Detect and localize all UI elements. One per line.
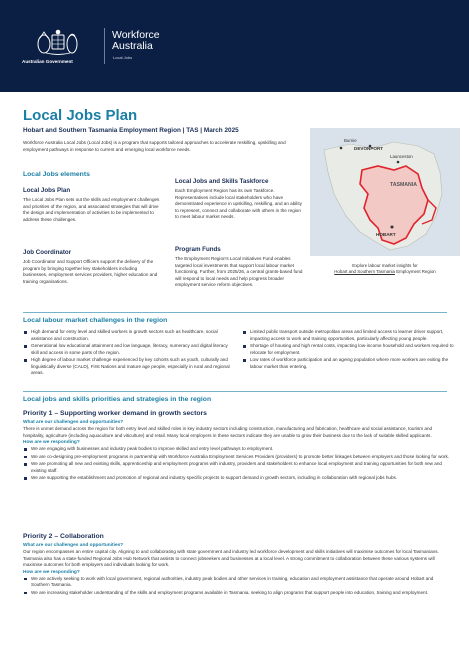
map-label-tasmania: TASMANIA bbox=[390, 182, 417, 188]
plan-block bbox=[23, 187, 161, 223]
priority-1 bbox=[23, 410, 453, 483]
divider-priorities bbox=[23, 391, 447, 392]
coordinator-text: Job Coordinator and Support Officers support the delivery of the program by bringing together key stakeholders including businesses, employment services providers, higher education and training organisations. bbox=[23, 259, 158, 284]
list-item: We are engaging with businesses and industry peak bodies to improve skilled and entry level pathways to employment. bbox=[23, 446, 453, 453]
map-label-burnie: Burnie bbox=[344, 138, 357, 143]
list-item: Low rates of workforce participation and an ageing population where more workers are exiting the labour market than entering. bbox=[242, 357, 454, 370]
map-label-devonport: DEVONPORT bbox=[354, 146, 384, 151]
priority-2-title: Priority 2 – Collaboration bbox=[23, 533, 104, 540]
elements-heading: Local Jobs elements bbox=[23, 171, 90, 178]
plan-title: Local Jobs Plan bbox=[23, 187, 71, 194]
funds-title: Program Funds bbox=[175, 246, 221, 253]
brand-line2: Australia bbox=[112, 40, 153, 52]
priority-2-q2: How are we responding? bbox=[23, 569, 80, 575]
list-item: We are increasing stakeholder understanding of the skills and employment programs available in Tasmania, seeking to align programs that support people into education, training and employment. bbox=[23, 590, 453, 597]
funds-text: The Employment Region's Local Initiatives Fund enables targeted local investments that support local labour market functioning. Further, from 2025/26, a central grants-based fund will respond to local needs and help progress broader employment service reform objectives. bbox=[175, 256, 303, 287]
list-item: We are co-designing pre-employment programs in partnership with Workforce Australia Employment Services Providers (providers) to promote better linkages between employers and those looking for work. bbox=[23, 454, 453, 461]
coordinator-title: Job Coordinator bbox=[23, 249, 72, 256]
header-banner bbox=[0, 0, 469, 92]
tasmania-map-svg bbox=[310, 128, 460, 256]
map-label-hobart: HOBART bbox=[376, 232, 396, 237]
brand-divider bbox=[104, 28, 105, 64]
brand-line1: Workforce bbox=[112, 29, 160, 41]
priority-1-list bbox=[23, 446, 453, 482]
priority-2-q1: What are our challenges and opportunities? bbox=[23, 543, 124, 548]
divider-challenges bbox=[23, 312, 447, 313]
challenges-left-list bbox=[23, 329, 235, 378]
gov-name: Australian Government bbox=[22, 59, 73, 64]
priority-1-text: There is unmet demand across the region for both entry level and skilled roles in key industry sectors including construction, manufacturing and fabrication, healthcare and social assistance, tourism and hospitality, agriculture (including aquaculture and viticulture) and retail. Many local employers in these sectors indicate they are unable to grow their business due to the lack of suitable skilled applicants. bbox=[23, 426, 433, 438]
priority-2-text: Our region encompasses an entire capital city. Aligning to and collaborating with state government and industry led workforce development and skills initiatives will maximise outcomes for local Tasmanians. Tasmania also has a state-funded Regional Jobs Hub Network that assists to connect jobseekers and businesses at a local level. A strong commitment to collaboration between these various systems will maximise outcomes for both employers and individuals looking for work. bbox=[23, 549, 439, 567]
page-title: Local Jobs Plan bbox=[23, 107, 138, 124]
priority-2-list bbox=[23, 576, 453, 597]
brand-sub: Local Jobs bbox=[113, 55, 133, 60]
list-item: Generational low educational attainment and low language, literacy, numeracy and digital literacy skill and access in some parts of the region. bbox=[23, 343, 235, 356]
map-label-launceston: Launceston bbox=[390, 154, 413, 159]
map-caption bbox=[312, 263, 458, 275]
list-item: We are promoting all new and existing skills, apprenticeship and employment programs with industry, providers and stakeholders to enhance local employment and training opportunities for both new and existing staff. bbox=[23, 461, 453, 474]
list-item: We are supporting the establishment and promotion of regional and industry specific projects to support demand in growth sectors, including in collaboration with regional jobs hubs. bbox=[23, 475, 453, 482]
map-caption-tail: Employment Region bbox=[394, 269, 436, 275]
plan-text: The Local Jobs Plan sets out the skills and employment challenges and priorities of the region, and associated strategies that will drive the design and implementation of activities to be implemented to address these challenges. bbox=[23, 197, 160, 222]
coat-of-arms-icon bbox=[36, 28, 80, 56]
region-map[interactable] bbox=[310, 128, 460, 256]
funds-block bbox=[175, 246, 303, 289]
list-item: Shortage of housing and high rental costs, impacting low-income household and workers required to relocate for employment. bbox=[242, 343, 454, 356]
coordinator-block bbox=[23, 249, 161, 285]
list-item: We are actively seeking to work with local government, regional authorities, industry peak bodies and other services in training, education and employment assistance that operate around Hobart and Southern Tasmania. bbox=[23, 576, 453, 589]
map-caption-line1: Explore labour market insights for bbox=[352, 263, 418, 268]
priority-2 bbox=[23, 533, 453, 597]
brand-name bbox=[112, 30, 160, 52]
priority-1-title: Priority 1 – Supporting worker demand in growth sectors bbox=[23, 410, 207, 417]
page-subtitle: Hobart and Southern Tasmania Employment Region | TAS | March 2025 bbox=[23, 127, 239, 134]
list-item: High demand for entry level and skilled workers in growth sectors such as healthcare, social assistance and construction. bbox=[23, 329, 235, 342]
priorities-heading: Local jobs and skills priorities and strategies in the region bbox=[23, 396, 212, 403]
list-item: High degree of labour market challenge experienced by key cohorts such as youth, culturally and linguistically diverse (CALD), First Nations and mature age people, especially in rural and regional areas. bbox=[23, 357, 235, 377]
priority-1-q1: What are our challenges and opportunities? bbox=[23, 420, 124, 425]
priority-1-q2: How are we responding? bbox=[23, 440, 80, 445]
taskforce-block bbox=[175, 178, 303, 221]
challenges-heading: Local labour market challenges in the region bbox=[23, 317, 168, 324]
taskforce-title: Local Jobs and Skills Taskforce bbox=[175, 178, 269, 185]
challenges-right-list bbox=[242, 329, 454, 371]
map-caption-link[interactable]: Hobart and Southern Tasmania bbox=[334, 269, 395, 275]
map-caption-line2 bbox=[312, 269, 458, 275]
taskforce-text: Each Employment Region has its own Taskforce. Representatives include local stakeholders who have demonstrated experience in upskilling, reskilling, and an ability to represent, connect and collaborate with others in the region to meet labour market needs. bbox=[175, 188, 302, 219]
intro-text: Workforce Australia Local Jobs (Local Jobs) is a program that supports tailored approaches to accelerate reskilling, upskilling and employment pathways in response to current and emerging local workforce needs. bbox=[23, 140, 286, 152]
list-item: Limited public transport outside metropolitan areas and limited access to learner driver support, impacting access to work and training opportunities, particularly affecting young people. bbox=[242, 329, 454, 342]
